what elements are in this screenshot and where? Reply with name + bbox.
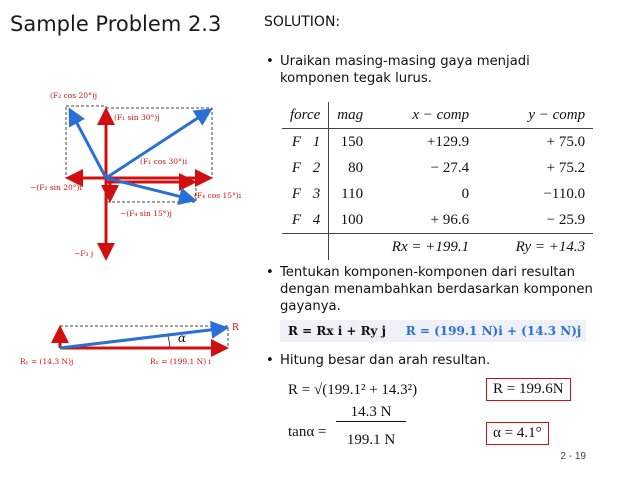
header-force: force [282,102,329,129]
resultant-equation-strip [280,320,586,342]
row-y: + 75.0 [546,133,586,150]
table-header-row [282,102,593,129]
bullet-2-text: Tentukan komponen-komponen dari resultan dengan menambahkan berdasarkan komponen gayanya. [280,265,593,314]
tan-numerator: 14.3 N [336,404,406,422]
table-total-row [282,234,593,261]
table-row [282,129,593,156]
bullet-dot: • [266,265,274,280]
f2-force-arrow [70,110,106,178]
solution-heading: SOLUTION: [264,14,341,30]
row-mag: 150 [340,133,364,150]
row-mag: 110 [341,185,364,202]
r-value-eq: R = (199.1 N)i + (14.3 N)j [405,324,582,338]
total-ry: Ry = +14.3 [477,234,593,261]
row-force: F⃗1 [282,129,329,156]
header-mag: mag [329,102,371,129]
slide-title: Sample Problem 2.3 [10,12,222,36]
r-arrow [60,328,226,348]
total-rx: Rx = +199.1 [371,234,477,261]
label-alpha: α [178,331,187,345]
alpha-arc [168,336,170,348]
bullet-dot: • [266,353,274,368]
row-x: + 96.6 [430,211,470,228]
label-ry: Rᵧ = (14.3 N)j [20,357,74,366]
tan-denominator: 199.1 N [346,432,396,448]
bullet-3 [266,352,600,369]
row-y: −110.0 [543,185,586,202]
components-table [282,102,593,260]
label-f2cos: (F₂ cos 20°)j [50,91,98,100]
label-f2sin: −(F₂ sin 20°)i [30,183,82,192]
label-f1cos: (F₁ cos 30°)i [140,157,188,166]
row-x: 0 [461,185,470,202]
table-row [282,181,593,207]
label-f4sin: −(F₄ sin 15°)j [120,209,172,218]
row-force: F⃗3 [282,181,329,207]
bullet-1 [266,53,600,87]
force-components-figure [28,86,260,264]
bullet-3-text: Hitung besar dan arah resultan. [280,353,491,368]
magnitude-formula: R = √(199.1² + 14.3²) [288,382,418,398]
row-y: − 25.9 [546,211,586,228]
row-force: F⃗4 [282,207,329,234]
page-number: 2 - 19 [560,451,586,462]
angle-result-box: α = 4.1° [486,422,549,445]
tan-lhs: tanα = [288,424,327,440]
magnitude-result-box: R = 199.6N [486,378,571,401]
row-mag: 80 [348,159,364,176]
row-mag: 100 [340,211,364,228]
label-r: R [232,323,239,333]
label-f4cos: (F₄ cos 15°)i [194,191,242,200]
row-y: + 75.2 [546,159,586,176]
bullet-dot: • [266,54,274,69]
header-x: x − comp [371,102,477,129]
header-y: y − comp [477,102,593,129]
row-x: − 27.4 [430,159,470,176]
bullet-2 [266,264,600,315]
label-f3: −F₃ j [74,249,94,258]
table-row [282,155,593,181]
row-force: F⃗2 [282,155,329,181]
resultant-figure [20,316,256,372]
r-vector-eq: R = Rx i + Ry j [288,324,386,338]
label-f1sin: (F₁ sin 30°)j [114,113,160,122]
table-row [282,207,593,234]
bullet-1-text: Uraikan masing-masing gaya menjadi komponen tegak lurus. [280,54,530,86]
row-x: +129.9 [426,133,470,150]
label-rx: Rₓ = (199.1 N) i [150,357,211,366]
